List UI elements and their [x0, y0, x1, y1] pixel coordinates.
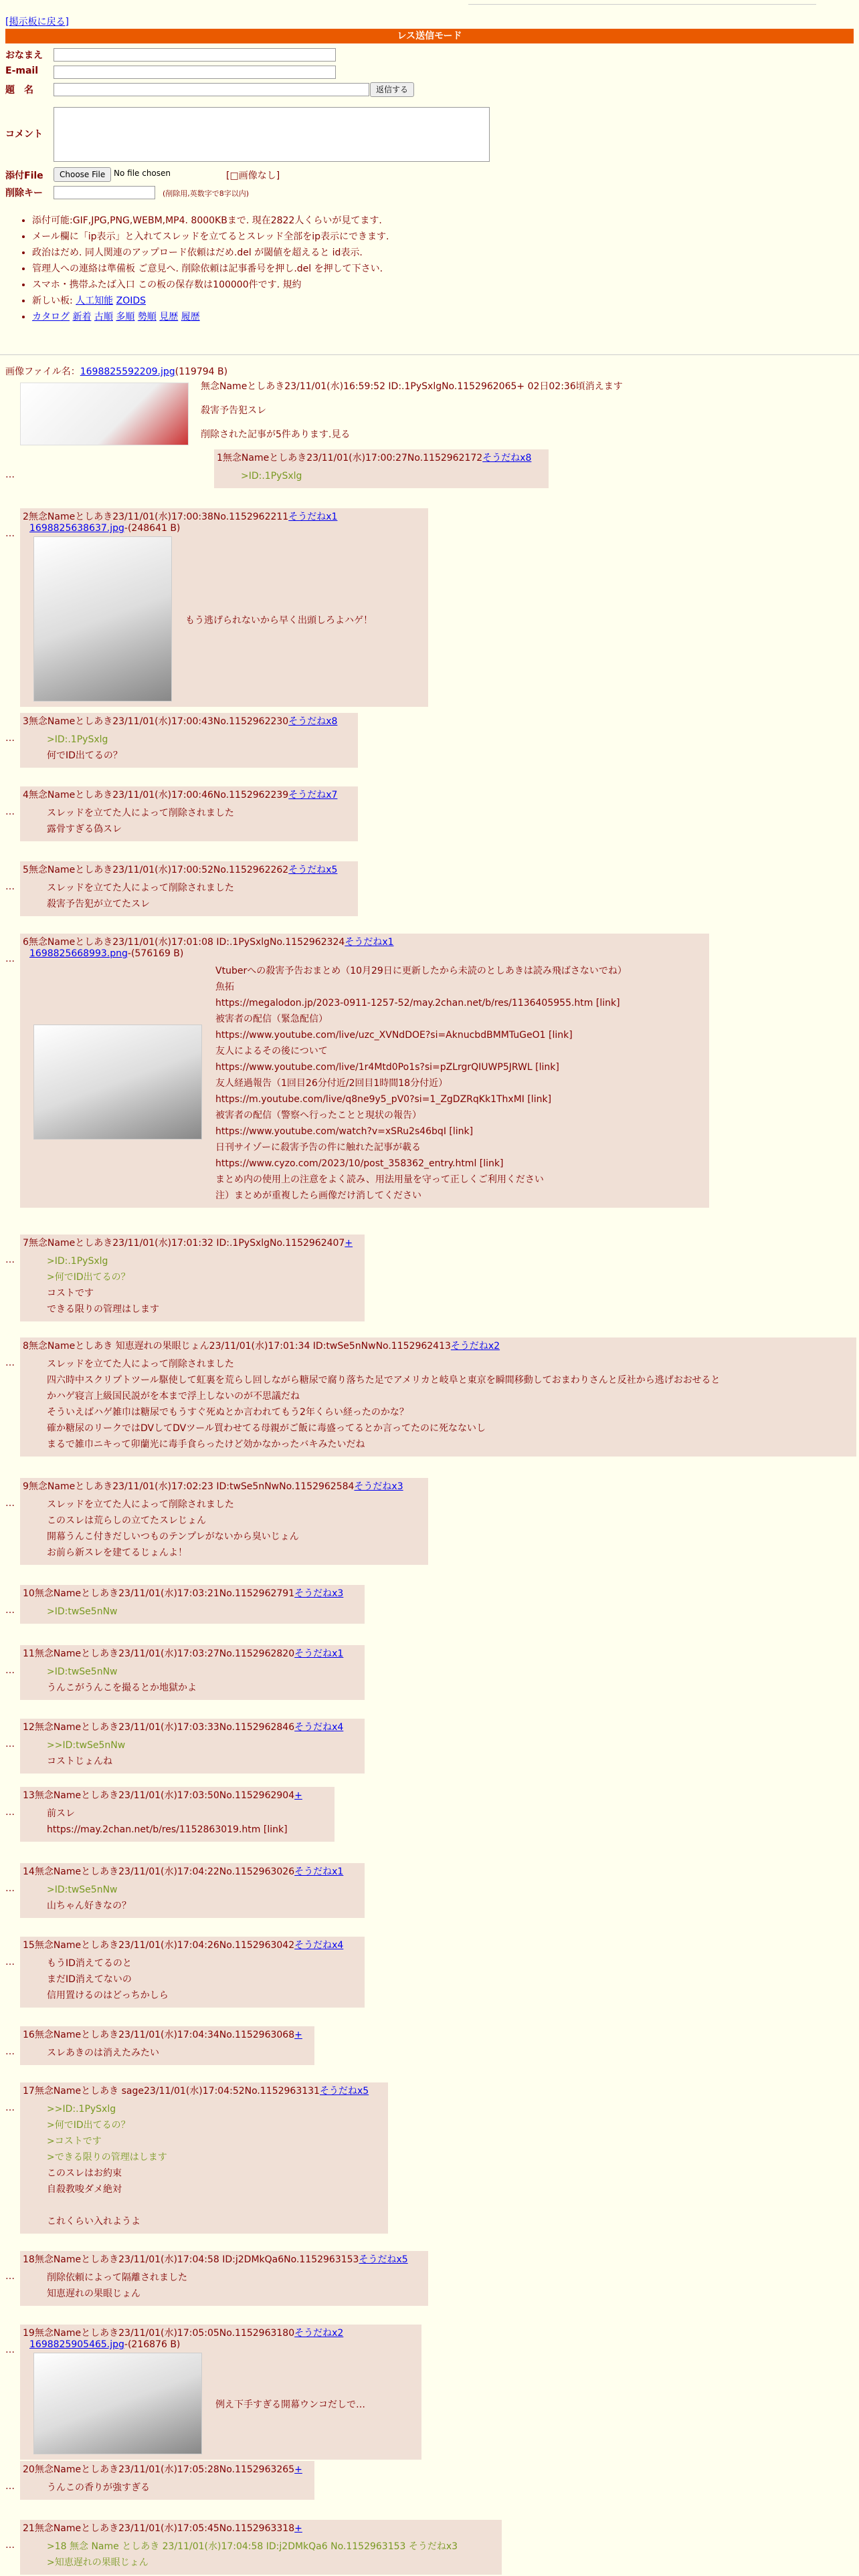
reply-meta: 無念Nameとしあき23/11/01(水)17:04:58 ID:j2DMkQa6No.1152963153 [34, 2254, 359, 2265]
reply-post [20, 2251, 428, 2306]
reply-post [20, 2325, 421, 2460]
reply-meta: 無念Nameとしあき23/11/01(水)17:03:50No.1152962904 [34, 1790, 295, 1801]
reply-file-size: -(248641 B) [124, 523, 181, 534]
reply-post [20, 1645, 365, 1700]
reply-line: 前スレ [47, 1808, 75, 1819]
reply-indent: … [5, 469, 15, 480]
reply-meta: 無念Nameとしあき23/11/01(水)17:03:27No.1152962820 [34, 1648, 295, 1659]
reply-post [20, 934, 709, 1208]
reply-indent: … [5, 2540, 15, 2551]
reply-post [20, 1478, 428, 1565]
subject-input[interactable] [54, 83, 369, 96]
reply-line: 友人経過報告（1回目26分付近/2回目1時間18分付近） [215, 1078, 448, 1089]
sodane-button[interactable]: + [294, 2030, 302, 2040]
reply-mode-bar: レス送信モード [5, 29, 854, 43]
sodane-button[interactable]: そうだねx3 [294, 1588, 344, 1599]
reply-post [20, 2520, 502, 2575]
reply-line: https://m.youtube.com/live/q8ne9y5_pV0?si=1_ZgDZRqKk1ThxMI [link] [215, 1094, 552, 1105]
momentum-link[interactable]: 勢順 [137, 312, 157, 322]
reply-header [20, 2325, 421, 2339]
reply-header [20, 1645, 365, 1660]
reply-post [20, 2082, 388, 2234]
reply-line [47, 2197, 167, 2214]
no-file-text: No file chosen [114, 169, 171, 178]
reply-line: このスレはお約束 [47, 2168, 122, 2179]
sodane-button[interactable]: + [294, 1790, 302, 1801]
reply-line: まとめ内の使用上の注意をよく読み、用法用量を守って正しくご利用ください [215, 1174, 544, 1185]
rule-item: • 管理人への連絡は準備板 ご意見へ. 削除依頼は記事番号を押し.del を押して下さい. [32, 261, 389, 277]
reply-meta: 無念Nameとしあき23/11/01(水)17:03:33No.1152962846 [34, 1722, 295, 1733]
reply-meta: 無念Nameとしあき23/11/01(水)17:05:05No.1152963180 [34, 2328, 295, 2339]
sodane-button[interactable]: そうだねx1 [294, 1648, 344, 1659]
reply-post [20, 508, 428, 707]
reply-line: 友人によるその後について [215, 1046, 328, 1057]
reply-line: コストじょんね [47, 1756, 112, 1767]
reply-line: かハゲ寝言上級国民説がを本まで浮上しないのが不思議だね [47, 1391, 300, 1402]
reply-thumbnail[interactable] [33, 1025, 202, 1140]
reply-body [20, 801, 261, 841]
reply-header [20, 2082, 388, 2097]
sodane-button[interactable]: そうだねx8 [482, 453, 532, 463]
rule-item: • 添付可能:GIF,JPG,PNG,WEBM,MP4. 8000KBまで. 現在2822人くらいが見てます. [32, 213, 389, 229]
back-to-board-link[interactable]: [掲示板に戻る] [5, 17, 69, 27]
reply-body [20, 876, 261, 916]
new-board-link[interactable]: ZOIDS [116, 296, 147, 306]
reply-body [20, 1733, 152, 1774]
op-thumbnail-image [21, 383, 188, 445]
comment-textarea[interactable] [54, 107, 490, 162]
op-file-size: (119794 B) [175, 366, 228, 377]
reply-indent: … [5, 528, 15, 539]
reply-indent: … [5, 2046, 15, 2057]
reply-body [20, 1660, 223, 1700]
reply-body [209, 959, 654, 1208]
reply-header [20, 2251, 428, 2266]
reply-header [20, 1719, 365, 1733]
name-label: おなまえ [5, 50, 43, 61]
reply-thumbnail-image [34, 2353, 201, 2454]
reply-post [20, 1863, 365, 1918]
catalog-links [32, 309, 389, 325]
reply-line: https://www.youtube.com/watch?v=xSRu2s46bqI [link] [215, 1126, 474, 1137]
reply-header [20, 2026, 314, 2041]
quote-line: >ID:.1PySxlg [47, 1256, 108, 1267]
reply-header [214, 449, 549, 464]
reply-indent: … [5, 1665, 15, 1676]
reply-header [20, 1585, 365, 1600]
reply-meta: 無念Nameとしあき23/11/01(水)17:00:38No.1152962211 [28, 512, 289, 522]
sodane-button[interactable]: そうだねx1 [288, 512, 338, 522]
reply-number: 1 [217, 453, 223, 463]
reply-post [20, 1235, 365, 1321]
reply-header [20, 1478, 428, 1493]
reply-body [20, 1802, 314, 1842]
reply-line: 被害者の配信（警察へ行ったことと現状の報告） [215, 1110, 421, 1121]
reply-indent: … [5, 1957, 15, 1967]
reply-line: 被害者の配信（緊急配信） [215, 1014, 328, 1025]
new-board-label: 新しい板: [32, 296, 73, 306]
catalog-link[interactable]: カタログ [32, 312, 70, 322]
quote-line: >ID:twSe5nNw [47, 1606, 118, 1617]
reply-line: 開幕うんこ付きだしいつものテンプレがないから臭いじょん [47, 1531, 299, 1542]
reply-indent: … [5, 1498, 15, 1509]
reply-file-size: -(216876 B) [124, 2339, 181, 2350]
quote-line: >何でID出てるの？ [47, 2120, 130, 2131]
quote-line: >ID:.1PySxlg [241, 471, 302, 481]
reply-number: 18 [23, 2254, 35, 2265]
rule-item: • スマホ・携帯ふたば入口 この板の保存数は100000件です. 規約 [32, 277, 389, 293]
no-image-checkbox[interactable]: [□画像なし] [226, 171, 280, 181]
reply-number: 3 [23, 716, 29, 727]
reply-line: スレあきのは消えたみたい [47, 2048, 159, 2058]
reply-body [179, 609, 399, 633]
reply-line: うんこがうんこを撮るとか地獄かよ [47, 1683, 197, 1693]
reply-body [20, 728, 149, 768]
op-line: 殺害予告犯スレ [201, 405, 266, 416]
op-file-link[interactable]: 1698825592209.jpg [80, 366, 175, 377]
rule-item: • メール欄に「ip表示」と入れてスレッドを立てるとスレッド全部をip表示にできます. [32, 229, 389, 245]
reply-meta: 無念Nameとしあき23/11/01(水)17:05:28No.1152963265 [34, 2464, 295, 2475]
reply-line: もうID消えてるのと [47, 1958, 132, 1969]
new-link[interactable]: 新着 [72, 312, 92, 322]
sodane-button[interactable]: そうだねx7 [288, 790, 338, 800]
reply-post [20, 713, 358, 768]
submit-button[interactable]: 返信する [370, 82, 414, 97]
reply-number: 16 [23, 2030, 35, 2040]
email-label: E-mail [5, 66, 39, 76]
reply-meta: 無念Nameとしあき23/11/01(水)17:04:34No.1152963068 [34, 2030, 295, 2040]
reply-number: 17 [23, 2086, 35, 2097]
reply-body [209, 2393, 392, 2417]
email-input[interactable] [54, 66, 336, 79]
reply-number: 19 [23, 2328, 35, 2339]
quote-line: >>ID:.1PySxlg [47, 2104, 116, 2115]
quote-line: >>ID:twSe5nNw [47, 1740, 126, 1751]
reply-meta: 無念Nameとしあき23/11/01(水)17:02:23 ID:twSe5nNwNo.1152962584 [28, 1481, 355, 1492]
comment-label: コメント [5, 129, 43, 140]
reply-indent: … [5, 881, 15, 892]
op-file-info [5, 364, 227, 378]
quote-line: >何でID出てるの？ [47, 1272, 130, 1283]
reply-number: 20 [23, 2464, 35, 2475]
reply-thumbnail-image [34, 1025, 201, 1139]
reply-line: お前ら新スレを建てるじょんよ！ [47, 1547, 187, 1558]
reply-indent: … [5, 2345, 15, 2355]
sodane-button[interactable]: そうだねx8 [288, 716, 338, 727]
reply-line: 確か糖尿のリークではDVしてDVツール買わせてる母親がご飯に毒盛ってるとか言ってたのに死なないし [47, 1423, 486, 1434]
sodane-button[interactable]: そうだねx5 [288, 865, 338, 875]
reply-file-size: -(576169 B) [127, 948, 184, 959]
reply-header [20, 934, 709, 948]
reply-post [20, 1337, 856, 1457]
reply-indent: … [5, 733, 15, 744]
reply-number: 13 [23, 1790, 35, 1801]
reply-header [20, 1937, 365, 1951]
reply-line: 魚拓 [215, 982, 234, 992]
reply-indent: … [5, 2481, 15, 2492]
reply-post [20, 1937, 365, 2008]
reply-indent: … [5, 1605, 15, 1616]
reply-line: コストです [47, 1288, 94, 1299]
sodane-button[interactable]: + [345, 1238, 353, 1249]
reply-line: 何でID出てるの？ [47, 750, 122, 761]
reply-line: 山ちゃん好きなの？ [47, 1901, 131, 1911]
reply-line: 露骨すぎる偽スレ [47, 824, 122, 835]
most-link[interactable]: 多順 [116, 312, 135, 322]
reply-line: これくらい入れようよ [47, 2216, 140, 2227]
reply-body [20, 2476, 177, 2500]
reply-meta: 無念Nameとしあき23/11/01(水)17:00:46No.1152962239 [28, 790, 289, 800]
reply-thumbnail[interactable] [33, 536, 172, 702]
quote-line: >ID:twSe5nNw [47, 1885, 118, 1895]
reply-meta: 無念Nameとしあき23/11/01(水)17:03:21No.1152962791 [34, 1588, 295, 1599]
reply-meta: 無念Nameとしあき23/11/01(水)17:05:45No.1152963318 [34, 2523, 295, 2534]
reply-thumbnail-image [34, 537, 171, 701]
reply-post [20, 1719, 365, 1774]
reply-number: 4 [23, 790, 29, 800]
reply-indent: … [5, 2103, 15, 2113]
reply-meta: 無念Nameとしあき23/11/01(水)17:01:32 ID:.1PySxlgNo.1152962407 [28, 1238, 345, 1249]
reply-line: https://www.youtube.com/live/1r4Mtd0Po1s?si=pZLrgrQIUWP5JRWL [link] [215, 1062, 559, 1073]
rule-item: • 政治はだめ. 同人関連のアップロード依頼はだめ.del が閾値を超えると id表示. [32, 245, 389, 261]
reply-file-info [20, 2339, 421, 2350]
reply-number: 11 [23, 1648, 35, 1659]
reply-meta: 無念Nameとしあき23/11/01(水)17:00:43No.1152962230 [28, 716, 289, 727]
reply-thumbnail[interactable] [33, 2353, 202, 2454]
sodane-button[interactable]: + [294, 2464, 302, 2475]
reply-line: https://megalodon.jp/2023-0911-1257-52/may.2chan.net/b/res/1136405955.htm [link] [215, 998, 620, 1008]
reply-line: もう逃げられないから早く出頭しろよハゲ！ [185, 615, 373, 626]
reply-line: まるで雑巾ニキって卯蘭光に毒手食らったけど効かなかったバキみたいだね [47, 1439, 365, 1450]
sodane-button[interactable]: そうだねx5 [359, 2254, 408, 2265]
reply-body [20, 2266, 214, 2306]
reply-number: 5 [23, 865, 29, 875]
reply-number: 10 [23, 1588, 35, 1599]
view-history-link[interactable]: 見歴 [159, 312, 179, 322]
thread-divider [0, 354, 859, 355]
reply-number: 6 [23, 937, 29, 948]
reply-body [20, 1878, 158, 1918]
reply-post [20, 786, 358, 841]
reply-line: まだID消えてないの [47, 1974, 132, 1985]
new-board-links [32, 293, 389, 309]
sodane-button[interactable]: そうだねx2 [450, 1341, 500, 1352]
op-line: 削除された記事が5件あります.見る [201, 429, 351, 440]
reply-number: 14 [23, 1866, 35, 1877]
file-label: 添付File [5, 171, 43, 181]
quote-line: >ID:twSe5nNw [47, 1667, 118, 1677]
reply-meta: 無念Nameとしあき23/11/01(水)17:01:08 ID:.1PySxlgNo.1152962324 [28, 937, 345, 948]
sodane-button[interactable]: そうだねx4 [294, 1722, 344, 1733]
reply-line: スレッドを立てた人によって削除されました [47, 808, 234, 819]
reply-file-link[interactable]: 1698825668993.png [29, 948, 128, 959]
reply-indent: … [5, 1358, 15, 1368]
reply-meta: 無念Nameとしあき23/11/01(水)17:00:27No.1152962172 [222, 453, 483, 463]
reply-header [20, 508, 428, 523]
quote-line: >知恵遅れの果眼じょん [47, 2557, 149, 2568]
reply-header [20, 2520, 502, 2535]
reply-header [20, 1863, 365, 1878]
subject-label: 題 名 [5, 85, 33, 96]
reply-line: そういえばハゲ雑巾は糖尿でもうすぐ死ぬとか言われてもう2年くらい経ったのかな？ [47, 1407, 409, 1418]
sodane-button[interactable]: そうだねx1 [345, 937, 394, 948]
reply-file-info [20, 523, 428, 534]
reply-post [20, 861, 358, 916]
reply-line: スレッドを立てた人によって削除されました [47, 1499, 234, 1510]
reply-post [20, 1585, 365, 1624]
delkey-input[interactable] [54, 186, 155, 199]
reply-body [20, 2535, 484, 2575]
reply-number: 9 [23, 1481, 29, 1492]
reply-line: Vtuberへの殺害予告おまとめ（10月29日に更新したから未読のとしあきは読み飛ばさないでね） [215, 966, 627, 976]
reply-line: 殺害予告犯が立てたスレ [47, 899, 150, 909]
op-thumbnail[interactable] [20, 383, 189, 445]
delkey-label: 削除キー [5, 188, 43, 199]
oldest-link[interactable]: 古順 [94, 312, 113, 322]
reply-body [20, 1951, 195, 2008]
reply-file-link[interactable]: 1698825638637.jpg [29, 523, 124, 534]
board-rules [20, 213, 389, 325]
reply-line: うんこの香りが強すぎる [47, 2482, 150, 2493]
reply-number: 15 [23, 1940, 35, 1951]
reply-header [20, 861, 358, 876]
reply-indent: … [5, 954, 15, 964]
reply-line: できる限りの管理はします [47, 1304, 159, 1315]
sodane-button[interactable]: そうだねx1 [294, 1866, 344, 1877]
reply-line: 信用置けるのはどっちかしら [47, 1990, 169, 2001]
reply-body [20, 1600, 145, 1624]
reply-number: 8 [23, 1341, 29, 1352]
reply-header [20, 1337, 856, 1352]
reply-header [20, 2461, 314, 2476]
reply-file-link[interactable]: 1698825905465.jpg [29, 2339, 124, 2350]
sodane-button[interactable]: そうだねx4 [294, 1940, 344, 1951]
quote-line: >18 無念 Name としあき 23/11/01(水)17:04:58 ID:j2DMkQa6 No.1152963153 そうだねx3 [47, 2541, 458, 2552]
reply-number: 7 [23, 1238, 29, 1249]
reply-line: 四六時中スクリプトツール駆使して虹裏を荒らし回しながら糖尿で腐り落ちた足でアメリカと岐阜と東京を瞬間移動しておまわりさんと反社から逃げおおせると [47, 1375, 721, 1386]
reply-line: https://www.youtube.com/live/uzc_XVNdDOE?si=AknucbdBMMTuGeO1 [link] [215, 1030, 573, 1041]
reply-line: このスレは荒らしの立てたスレじょん [47, 1515, 206, 1526]
delkey-note: (削除用,英数字で8字以内) [163, 189, 250, 198]
sodane-button[interactable]: そうだねx5 [319, 2086, 369, 2097]
reply-line: 自殺教唆ダメ絶対 [47, 2184, 122, 2195]
op-file-prefix: 画像ファイル名： [5, 366, 80, 377]
reply-body [20, 2041, 186, 2065]
reply-line: 日刊サイゾーに殺害予告の件に触れた記事が載る [215, 1142, 421, 1153]
reply-body [20, 2097, 194, 2234]
reply-header [20, 1235, 365, 1249]
history-link[interactable]: 履歴 [181, 312, 200, 322]
reply-line: 削除依頼によって隔離されました [47, 2272, 187, 2283]
reply-indent: … [5, 2271, 15, 2282]
reply-header [20, 1787, 335, 1802]
name-input[interactable] [54, 48, 336, 62]
reply-number: 2 [23, 512, 29, 522]
sodane-button[interactable]: そうだねx3 [354, 1481, 403, 1492]
reply-body [20, 1493, 326, 1565]
choose-file-button[interactable]: Choose File [54, 167, 111, 182]
reply-body [214, 464, 328, 488]
reply-post [20, 2026, 314, 2065]
reply-indent: … [5, 807, 15, 817]
op-header: 無念Nameとしあき23/11/01(水)16:59:52 ID:.1PySxlgNo.1152962065+ 02日02:36頃消えます [201, 381, 623, 392]
reply-header [20, 786, 358, 801]
reply-line: 注）まとめが重複したら画像だけ消してください [215, 1190, 421, 1201]
reply-line: スレッドを立てた人によって削除されました [47, 883, 234, 893]
sodane-button[interactable]: + [294, 2523, 302, 2534]
quote-line: >コストです [47, 2136, 102, 2147]
reply-line: スレッドを立てた人によって削除されました [47, 1359, 234, 1370]
reply-meta: 無念Nameとしあき sage23/11/01(水)17:04:52No.1152963131 [34, 2086, 320, 2097]
reply-meta: 無念Nameとしあき23/11/01(水)17:04:22No.1152963026 [34, 1866, 295, 1877]
reply-post [20, 1787, 335, 1842]
reply-indent: … [5, 1883, 15, 1894]
reply-line: https://may.2chan.net/b/res/1152863019.htm [link] [47, 1824, 288, 1835]
reply-post [20, 2461, 314, 2500]
reply-header [20, 713, 358, 728]
reply-meta: 無念Nameとしあき23/11/01(水)17:04:26No.1152963042 [34, 1940, 295, 1951]
reply-meta: 無念Nameとしあき 知恵遅れの果眼じょん23/11/01(水)17:01:34 ID:twSe5nNwNo.1152962413 [28, 1341, 451, 1352]
reply-post [214, 449, 549, 488]
reply-body [20, 1249, 186, 1321]
reply-indent: … [5, 1739, 15, 1749]
quote-line: >ID:.1PySxlg [47, 734, 108, 745]
op-post [201, 379, 623, 443]
reply-file-info [20, 948, 709, 959]
quote-line: >できる限りの管理はします [47, 2152, 167, 2163]
sodane-button[interactable]: そうだねx2 [294, 2328, 344, 2339]
top-divider [468, 4, 816, 5]
reply-line: 例え下手すぎる開幕ウンコだしで… [215, 2399, 365, 2410]
reply-number: 21 [23, 2523, 35, 2534]
reply-indent: … [5, 1807, 15, 1818]
reply-meta: 無念Nameとしあき23/11/01(水)17:00:52No.1152962262 [28, 865, 289, 875]
reply-indent: … [5, 1255, 15, 1265]
reply-line: https://www.cyzo.com/2023/10/post_358362_entry.html [link] [215, 1158, 504, 1169]
reply-line: 知恵遅れの果眼じょん [47, 2288, 140, 2299]
new-board-link[interactable]: 人工知能 [76, 296, 114, 306]
reply-number: 12 [23, 1722, 35, 1733]
reply-body [20, 1352, 747, 1457]
